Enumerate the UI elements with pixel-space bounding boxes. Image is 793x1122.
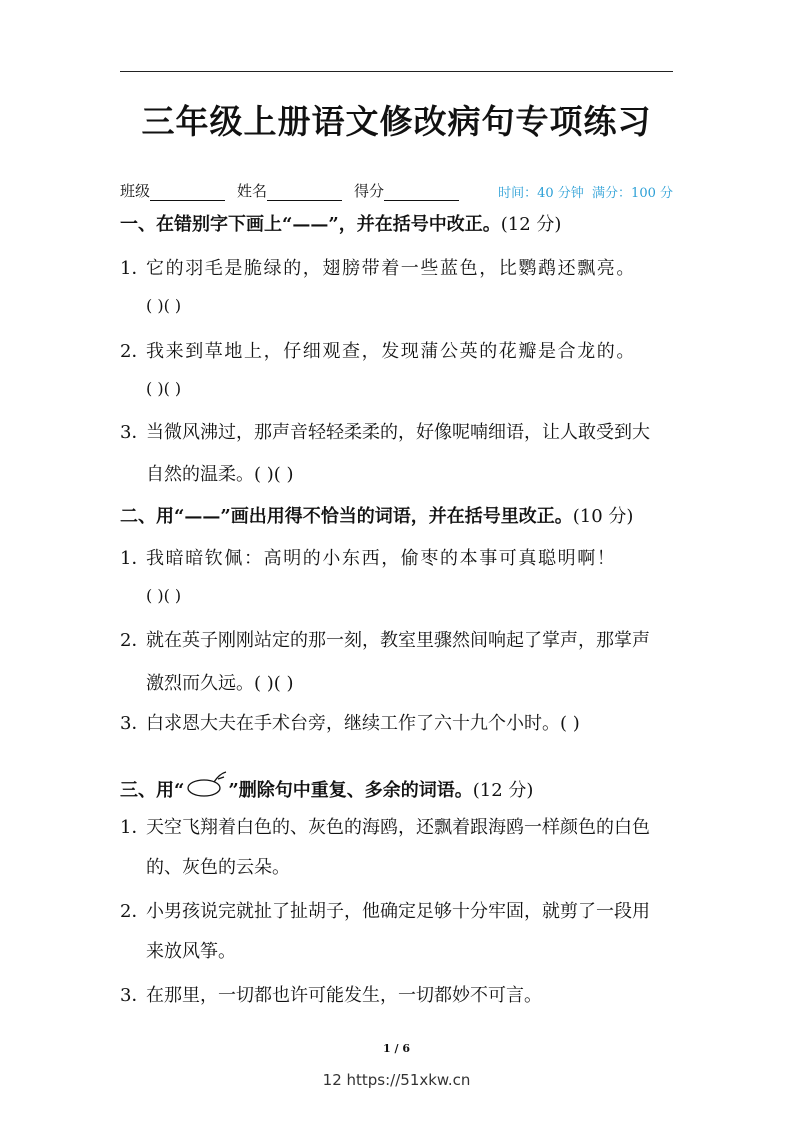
s3-question-2-cont: 来放风筝。 <box>146 941 236 962</box>
question-number: 2． <box>120 901 150 922</box>
s2-question-3 <box>120 709 680 735</box>
question-number: 2． <box>120 341 150 362</box>
score-blank[interactable] <box>384 199 459 201</box>
name-blank[interactable] <box>267 199 342 201</box>
section-1-heading <box>120 210 680 236</box>
page-title: 三年级上册语文修改病句专项练习 <box>141 102 652 141</box>
question-text: 就在英子刚刚站定的那一刻，教室里骤然间响起了掌声，那掌声 <box>146 630 650 651</box>
s1-question-3-cont[interactable]: 自然的温柔。( )( ) <box>146 464 294 485</box>
question-text: 它的羽毛是脆绿的，翅膀带着一些蓝色，比鹦鹉还飘亮。 <box>146 258 636 279</box>
s3-question-1 <box>120 813 680 839</box>
s1-answer-2[interactable]: ( )( ) <box>146 379 182 398</box>
s1-question-3 <box>120 418 680 444</box>
s2-answer-1[interactable]: ( )( ) <box>146 586 182 605</box>
s2-question-1 <box>120 544 680 570</box>
question-text: 我来到草地上，仔细观查，发现蒲公英的花瓣是合龙的。 <box>146 341 636 362</box>
section-2-heading <box>120 502 680 528</box>
section-3-title-post: ”删除句中重复、多余的词语。 <box>228 780 473 801</box>
question-number: 3． <box>120 985 150 1006</box>
time-label: 时间：40 分钟 <box>498 186 584 201</box>
class-blank[interactable] <box>150 199 225 201</box>
section-3-heading <box>120 770 680 802</box>
section-2-points: (10 分) <box>572 506 634 527</box>
question-text: 天空飞翔着白色的、灰色的海鸥，还飘着跟海鸥一样颜色的白色 <box>146 817 650 838</box>
question-number: 3． <box>120 422 150 443</box>
page-number: 1 / 6 <box>383 1042 410 1055</box>
name-label: 姓名 <box>237 182 268 200</box>
s2-question-2 <box>120 626 680 652</box>
delete-mark-icon <box>184 770 228 798</box>
section-1-points: (12 分) <box>500 214 562 235</box>
section-2-title: 二、用“——”画出用得不恰当的词语，并在括号里改正。 <box>120 506 573 527</box>
score-label: 得分 <box>354 182 385 200</box>
s3-question-3 <box>120 981 680 1007</box>
exam-meta <box>498 182 673 201</box>
top-rule <box>120 71 673 72</box>
s3-question-2 <box>120 897 680 923</box>
s2-question-2-cont[interactable]: 激烈而久远。( )( ) <box>146 673 294 694</box>
source-url[interactable]: 12 https://51xkw.cn <box>322 1071 471 1089</box>
question-text: 当微风沸过，那声音轻轻柔柔的，好像呢喃细语，让人敢受到大 <box>146 422 650 443</box>
question-number: 1． <box>120 817 150 838</box>
question-text: 小男孩说完就扯了扯胡子，他确定足够十分牢固，就剪了一段用 <box>146 901 650 922</box>
s1-question-1 <box>120 254 680 280</box>
question-text[interactable]: 白求恩大夫在手术台旁，继续工作了六十九个小时。( ) <box>146 713 580 734</box>
section-3-points: (12 分) <box>472 780 534 801</box>
section-1-title: 一、在错别字下画上“——”，并在括号中改正。 <box>120 214 501 235</box>
full-score-label: 满分：100 分 <box>592 186 673 201</box>
question-text: 我暗暗钦佩：高明的小东西，偷枣的本事可真聪明啊！ <box>146 548 617 569</box>
question-number: 1． <box>120 258 150 279</box>
question-text: 在那里，一切都也许可能发生，一切都妙不可言。 <box>146 985 542 1006</box>
s3-question-1-cont: 的、灰色的云朵。 <box>146 857 290 878</box>
section-3-title-pre: 三、用“ <box>120 780 185 801</box>
s1-question-2 <box>120 337 680 363</box>
class-label: 班级 <box>120 182 151 200</box>
s1-answer-1[interactable]: ( )( ) <box>146 296 182 315</box>
question-number: 1． <box>120 548 150 569</box>
student-info-row <box>120 180 673 201</box>
question-number: 2． <box>120 630 150 651</box>
question-number: 3． <box>120 713 150 734</box>
